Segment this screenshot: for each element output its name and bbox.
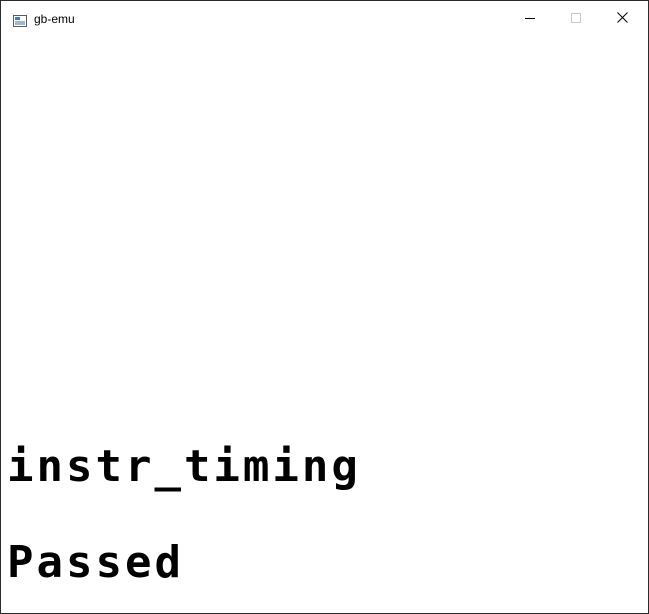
- minimize-button[interactable]: [507, 1, 553, 33]
- test-result-text: Passed: [7, 537, 184, 588]
- test-name-text: instr_timing: [7, 441, 361, 492]
- close-icon: [617, 8, 628, 27]
- window-title: gb-emu: [34, 12, 75, 26]
- close-button[interactable]: [599, 1, 645, 33]
- title-bar[interactable]: [1, 1, 648, 33]
- emulator-screen: [7, 33, 644, 608]
- app-window-icon: [13, 12, 27, 24]
- maximize-button[interactable]: [553, 1, 599, 33]
- minimize-icon: [525, 8, 535, 27]
- maximize-icon: [571, 8, 581, 27]
- bottom-border: [1, 608, 648, 613]
